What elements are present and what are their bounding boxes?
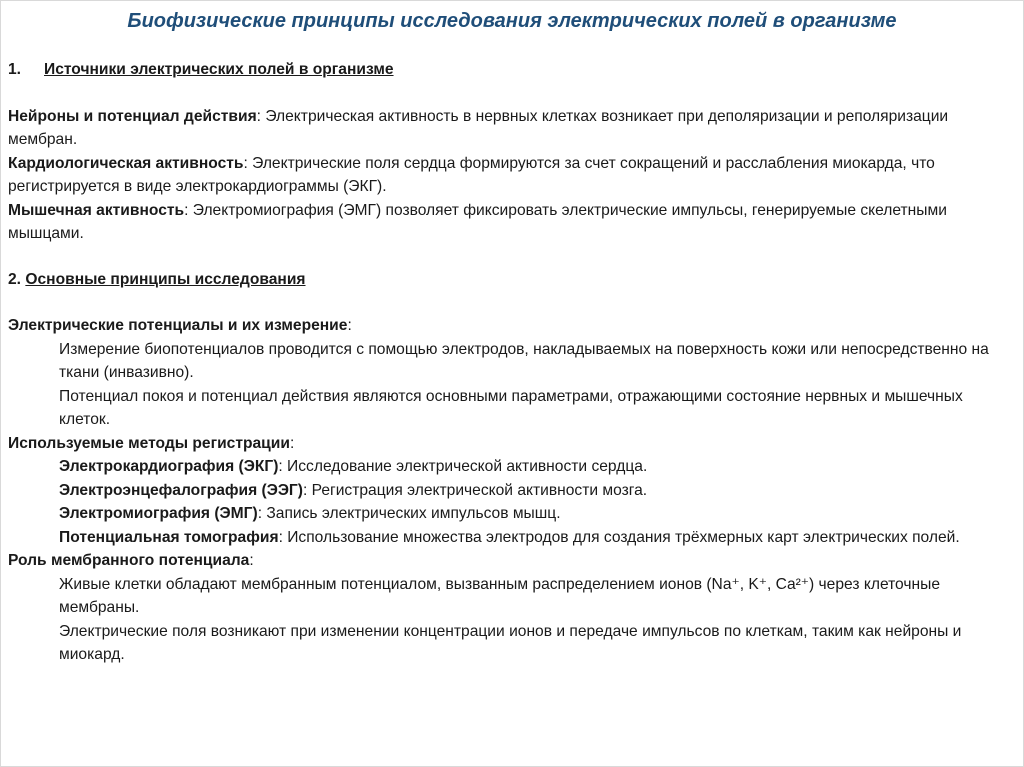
slide-title: Биофизические принципы исследования электрических полей в организме (127, 10, 897, 32)
method-emg: Электромиография (ЭМГ): Запись электрических импульсов мышц. (59, 505, 561, 522)
membrane-line: Электрические поля возникают при изменении концентрации ионов и передаче импульсов по клеткам, таким как нейроны и миокард. (59, 622, 962, 663)
source-term: Нейроны и потенциал действия (8, 107, 257, 125)
source-neurons (8, 105, 1013, 152)
source-muscle (8, 199, 1013, 246)
methods-heading: Используемые методы регистрации: (8, 434, 295, 452)
method-tomography: Потенциальная томография: Использование множества электродов для создания трёхмерных карт электрических полей. (59, 528, 960, 546)
section-2-title: Основные принципы исследования (25, 270, 306, 288)
section-1-title: Источники электрических полей в организме (44, 61, 394, 78)
source-cardio (8, 152, 1013, 199)
source-term: Кардиологическая активность (8, 154, 244, 172)
section-2-number: 2. (8, 270, 22, 288)
method-ecg: Электрокардиография (ЭКГ): Исследование электрической активности сердца. (59, 458, 648, 475)
source-text: : Электрические поля сердца формируются за счет сокращений и расслабления миокарда, что регистрируется в виде электрокардиограммы (ЭКГ). (8, 154, 935, 195)
source-text: : Электромиография (ЭМГ) позволяет фиксировать электрические импульсы, генерируемые скелетными мышцами. (8, 201, 947, 242)
potentials-line: Потенциал покоя и потенциал действия являются основными параметрами, отражающими состояние нервных и мышечных клеток. (59, 387, 963, 428)
potentials-line: Измерение биопотенциалов проводится с помощью электродов, накладываемых на поверхность кожи или непосредственно на ткани (инвазивно). (59, 340, 989, 381)
membrane-line: Живые клетки обладают мембранным потенциалом, вызванным распределением ионов (Na⁺, K⁺, Ca²⁺) через клеточные мембраны. (59, 575, 941, 616)
slide-content (8, 58, 1013, 667)
source-term: Мышечная активность (8, 201, 185, 219)
method-eeg: Электроэнцефалография (ЭЭГ): Регистрация электрической активности мозга. (59, 481, 648, 499)
section-1-heading (8, 58, 1013, 82)
section-2-heading (8, 268, 1013, 292)
source-text: : Электрическая активность в нервных клетках возникает при деполяризации и реполяризации мембран. (8, 107, 949, 148)
potentials-heading: Электрические потенциалы и их измерение: (8, 317, 352, 334)
membrane-heading: Роль мембранного потенциала: (8, 552, 254, 569)
section-1-number: 1. (8, 61, 22, 78)
